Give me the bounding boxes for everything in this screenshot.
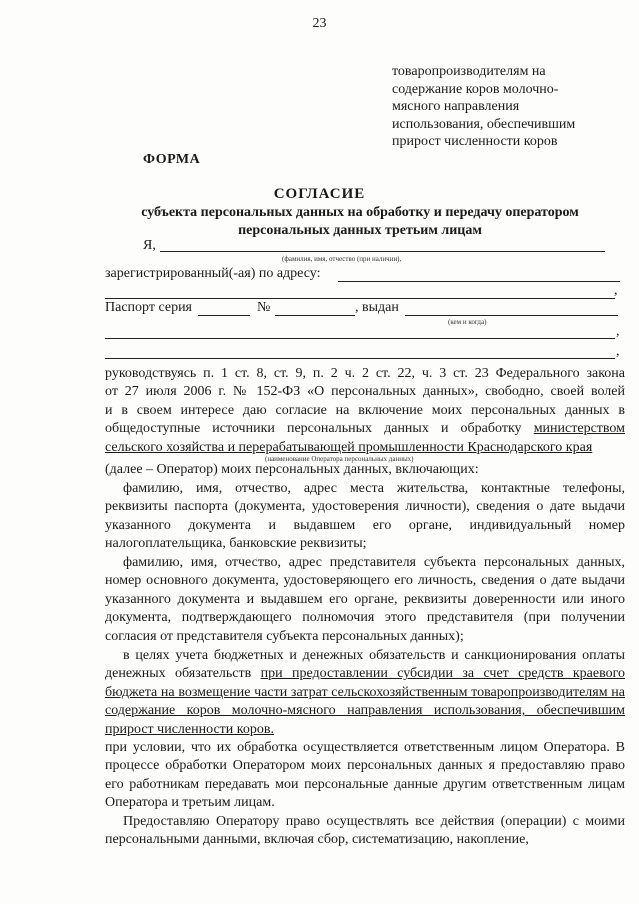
operator-name: министерством [533,421,626,437]
issued-by-label: , выдан [355,300,399,315]
page-number: 23 [312,16,327,31]
issued-comma-1: , [616,324,620,339]
appendix-note-line: прирост численности коров [392,134,558,149]
body-paragraph-2: (далее – Оператор) моих персональных данных, включающих: [105,462,479,477]
issued-by-field-line3[interactable] [105,358,615,359]
address-label: зарегистрированный(-ая) по адресу: [105,266,321,281]
passport-series-field[interactable] [198,315,250,316]
body-paragraph-7: Предоставляю Оператору право осуществлять все действия (операции) с моими персональными данными, включая сбор, систематизацию, накопление, [105,814,625,848]
address-field-line2[interactable] [105,298,615,299]
fio-field[interactable] [160,251,605,252]
operator-name-cont: сельского хозяйства и перерабатывающей промышленности Краснодарского края [105,439,593,455]
body-line: руководствуясь п. 1 ст. 8, ст. 9, п. 2 ч. 2 ст. 22, ч. 3 ст. 23 Федерального закона [105,366,625,381]
issued-by-field-line2[interactable] [105,338,615,339]
form-label: ФОРМА [143,152,201,167]
purpose-subsidy-text: при предоставлении субсидии за счет средств краевого бюджета на возмещение части затрат сельскохозяйственным товаропроизводителям на содержание коров молочно-мясного направления использования, обеспечившим прирост численности коров. [105,666,626,737]
body-line: от 27 июля 2006 г. № 152-ФЗ «О персональных данных», свободно, своей волей [105,384,625,400]
issued-comma-2: , [616,344,620,359]
body-paragraph-6: при условии, что их обработка осуществляется ответственным лицом Оператора. В процессе обработки Оператором моих персональных данных я предоставляю право его работникам передавать мои персональные данные другим ответственным лицам Оператора и третьим лицам. [105,740,625,811]
purpose-text: в целях учета бюджетных и денежных обязательств и санкционирования оплаты денежных обязательств [105,648,625,682]
fio-hint: (фамилия, имя, отчество (при наличии), [282,255,402,263]
body-paragraph-4: фамилию, имя, отчество, адрес представителя субъекта персональных данных, номер основного документа, удостоверяющего его личность, сведения о дате выдачи указанного документа и выдавшем его органе, реквизиты доверенности или иного документа, подтверждающего полномочия этого представителя (при получении согласия от представителя субъекта персональных данных); [105,555,625,644]
address-field[interactable] [338,281,620,282]
appendix-note-line: товаропроизводителям на [392,64,546,79]
body-paragraph-3: фамилию, имя, отчество, адрес места жительства, контактные телефоны, реквизиты паспорта (документа, удостоверения личности), сведения о дате выдачи указанного документа и выдавшем его органе, индивидуальный номер налогоплательщика, банковские реквизиты; [105,481,625,552]
body-line-with-operator [105,420,625,438]
appendix-note-line: мясного направления [392,99,520,114]
subtitle-line: субъекта персональных данных на обработку и передачу оператором [141,205,579,220]
appendix-note-line: содержание коров молочно- [392,81,559,97]
body-paragraph-5 [105,647,625,739]
document-title: СОГЛАСИЕ [273,186,366,202]
passport-series-label: Паспорт серия [105,300,192,315]
ya-label: Я, [143,238,156,253]
subtitle-line: персональных данных третьим лицам [238,223,482,238]
issued-by-hint: (кем и когда) [448,318,487,326]
operator-hint: (наименование Оператора персональных данных) [265,455,414,463]
appendix-note-line: использования, обеспечившим [392,116,576,132]
passport-number-label: № [257,300,271,315]
document-subtitle [60,204,639,240]
issued-by-field[interactable] [405,315,618,316]
body-line: и в своем интересе даю согласие на включение моих персональных данных в [105,402,625,418]
appendix-note [392,63,622,151]
address-comma: , [614,283,618,298]
passport-number-field[interactable] [275,315,355,316]
body-line-text: общедоступные источники персональных данных и обработку [105,421,522,437]
body-paragraph-1 [105,365,625,457]
